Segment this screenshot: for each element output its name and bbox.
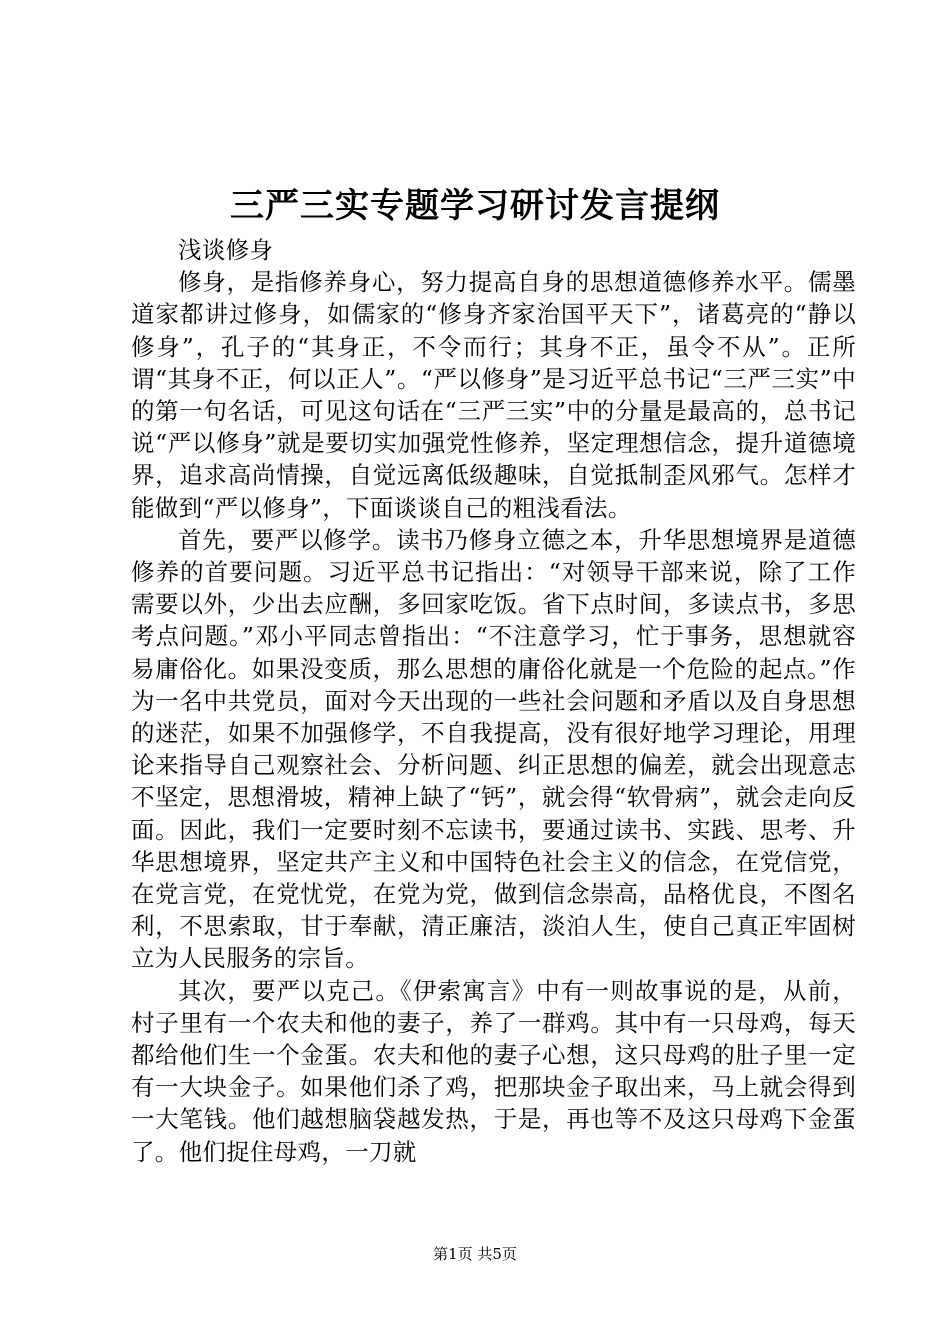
- document-subtitle: 浅谈修身: [178, 236, 274, 264]
- document-body: [131, 234, 856, 1168]
- page-footer: 第1页 共5页: [433, 1245, 517, 1263]
- document-title: 三严三实专题学习研讨发言提纲: [230, 186, 720, 226]
- paragraph-3: 其次，要严以克己。《伊索寓言》中有一则故事说的是，从前，村子里有一个农夫和他的妻子，养了一群鸡。其中有一只母鸡，每天都给他们生一个金蛋。农夫和他的妻子心想，这只母鸡的肚子里一定有一大块金子。如果他们杀了鸡，把那块金子取出来，马上就会得到一大笔钱。他们越想脑袋越发热，于是，再也等不及这只母鸡下金蛋了。他们捉住母鸡，一刀就: [131, 976, 856, 1166]
- paragraph-2: 首先，要严以修学。读书乃修身立德之本，升华思想境界是道德修养的首要问题。习近平总书记指出：“对领导干部来说，除了工作需要以外，少出去应酬，多回家吃饭。省下点时间，多读点书，多思考点问题。”邓小平同志曾指出：“不注意学习，忙于事务，思想就容易庸俗化。如果没变质，那么思想的庸俗化就是一个危险的起点。”作为一名中共党员，面对今天出现的一些社会问题和矛盾以及自身思想的迷茫，如果不加强修学，不自我提高，没有很好地学习理论，用理论来指导自己观察社会、分析问题、纠正思想的偏差，就会出现意志不坚定，思想滑坡，精神上缺了“钙”，就会得“软骨病”，就会走向反面。因此，我们一定要时刻不忘读书，要通过读书、实践、思考、升华思想境界，坚定共产主义和中国特色社会主义的信念，在党信党，在党言党，在党忧党，在党为党，做到信念崇高，品格优良，不图名利，不思索取，甘于奉献，清正廉洁，淡泊人生，使自己真正牢固树立为人民服务的宗旨。: [131, 525, 856, 973]
- paragraph-1: 修身，是指修养身心，努力提高自身的思想道德修养水平。儒墨道家都讲过修身，如儒家的“修身齐家治国平天下”，诸葛亮的“静以修身”，孔子的“其身正，不令而行；其身不正，虽令不从”。正所谓“其身不正，何以正人”。“严以修身”是习近平总书记“三严三实”中的第一句名话，可见这句话在“三严三实”中的分量是最高的，总书记说“严以修身”就是要切实加强党性修养，坚定理想信念，提升道德境界，追求高尚情操，自觉远离低级趣味，自觉抵制歪风邪气。怎样才能做到“严以修身”，下面谈谈自己的粗浅看法。: [131, 268, 856, 522]
